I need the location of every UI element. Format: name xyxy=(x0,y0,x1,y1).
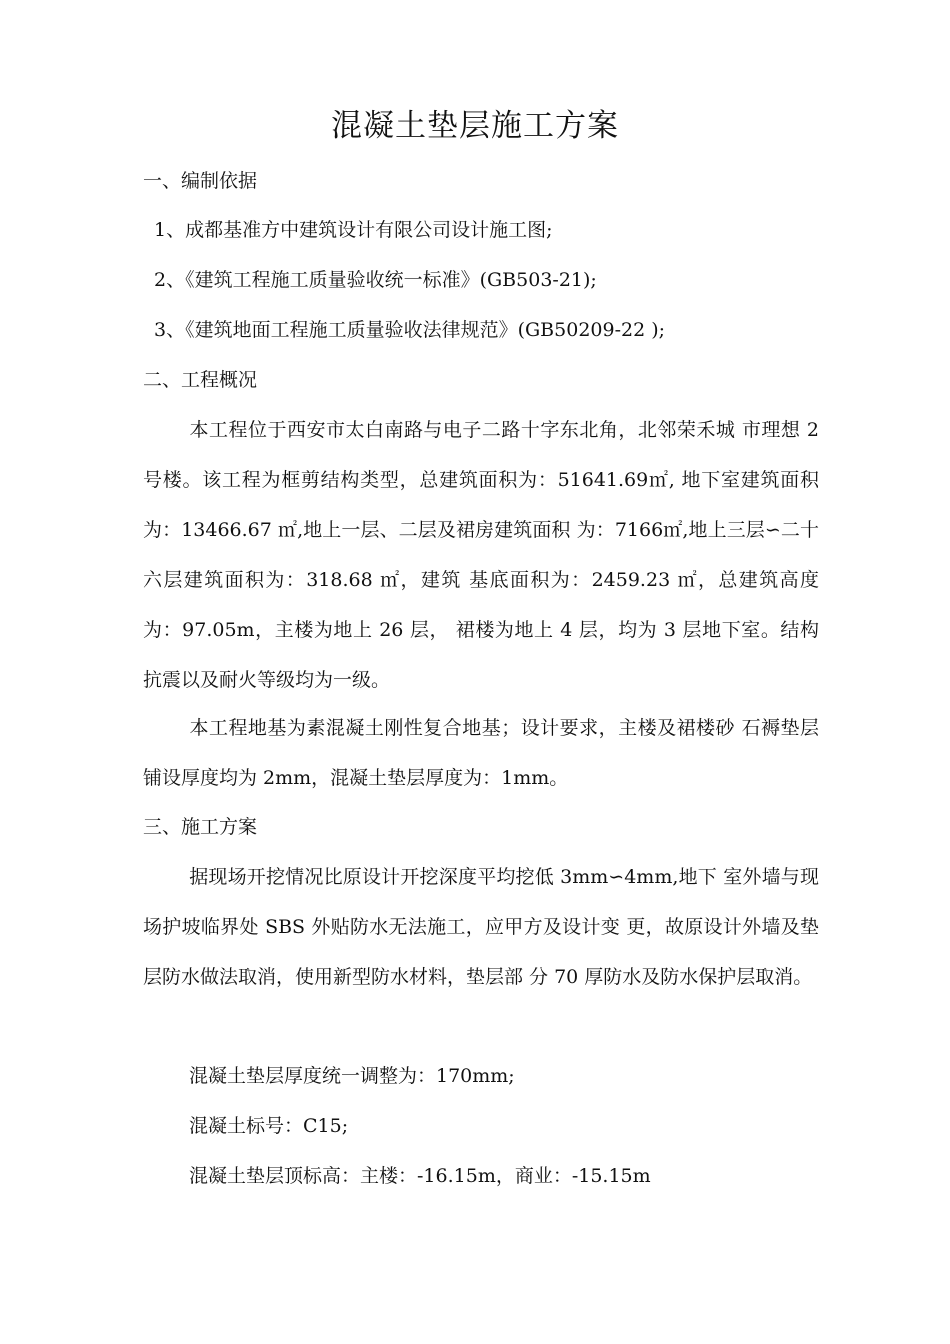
basis-item-3: 3、《建筑地面工程施工质量验收法律规范》(GB50209-22 ); xyxy=(154,319,666,341)
overview-paragraph-1-text: 本工程位于西安市太白南路与电子二路十字东北角，北邻荣禾城 市理想 2 号楼。该工程为框剪结构类型，总建筑面积为：51641.69㎡, 地下室建筑面积为：13466.67 ㎡,地上一层、二层及裙房建筑面积 为：7166㎡,地上三层∽二十六层建筑面积为：318.68 ㎡，建筑 基底面积为：2459.23 ㎡，总建筑高度为：97.05m，主楼为地上 26 层， 裙楼为地上 4 层，均为 3 层地下室。结构抗震以及耐火等级均为一级。 xyxy=(143,419,819,691)
plan-cushion-thickness: 混凝土垫层厚度统一调整为：170mm; xyxy=(189,1065,515,1087)
section-heading-overview: 二、工程概况 xyxy=(143,369,258,391)
plan-top-elevation: 混凝土垫层顶标高：主楼：-16.15m，商业：-15.15m xyxy=(189,1165,651,1187)
basis-item-1: 1、成都基准方中建筑设计有限公司设计施工图; xyxy=(154,219,553,241)
overview-paragraph-1 xyxy=(143,405,819,705)
section-heading-plan: 三、施工方案 xyxy=(143,816,258,838)
section-heading-basis: 一、编制依据 xyxy=(143,170,258,192)
basis-item-2: 2、《建筑工程施工质量验收统一标准》(GB503-21); xyxy=(154,269,597,291)
overview-paragraph-2 xyxy=(143,703,819,803)
plan-paragraph-1-text: 据现场开挖情况比原设计开挖深度平均挖低 3mm∽4mm,地下 室外墙与现场护坡临界处 SBS 外贴防水无法施工，应甲方及设计变 更，故原设计外墙及垫层防水做法取消，使用新型防水材料，垫层部 分 70 厚防水及防水保护层取消。 xyxy=(143,866,819,988)
plan-concrete-grade: 混凝土标号：C15; xyxy=(189,1115,349,1137)
document-title: 混凝土垫层施工方案 xyxy=(331,108,619,144)
plan-paragraph-1 xyxy=(143,852,819,1002)
overview-paragraph-2-text: 本工程地基为素混凝土刚性复合地基；设计要求，主楼及裙楼砂 石褥垫层铺设厚度均为 2mm，混凝土垫层厚度为：1mm。 xyxy=(143,717,819,789)
